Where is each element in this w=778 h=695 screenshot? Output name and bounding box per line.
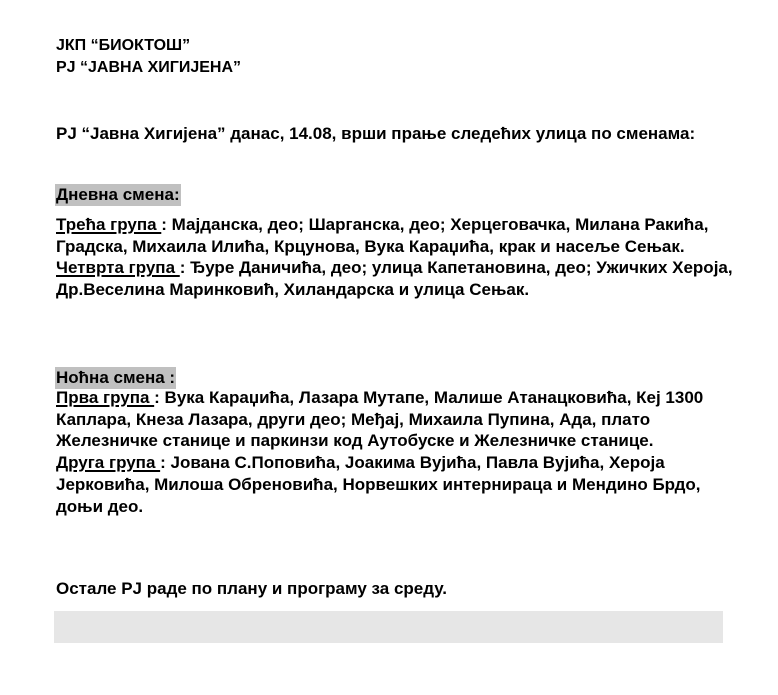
group-entry xyxy=(56,387,736,452)
group-label: Прва група xyxy=(56,388,155,407)
intro-paragraph: РЈ “Јавна Хигијена” данас, 14.08, врши прање следећих улица по сменама: xyxy=(56,124,696,143)
closing-note: Остале РЈ раде по плану и програму за среду. xyxy=(56,579,447,598)
group-streets: : Вука Караџића, Лазара Мутапе, Малише Атанацковића, Кеј 1300 Каплара, Кнеза Лазара, други део; Међај, Михаила Пупина, Ада, плато Железничке станице и паркинзи код Аутобуске и Железничке станице. xyxy=(56,388,704,451)
company-name: ЈКП “БИОКТОШ” xyxy=(56,37,191,54)
footer-bar xyxy=(54,611,723,643)
group-label: Четврта група xyxy=(56,258,180,278)
group-streets: : Мајданска, део; Шарганска, део; Херцеговачка, Милана Ракића, Градска, Михаила Илића, Крцунова, Вука Караџића, крак и насеље Сењак. xyxy=(56,215,709,256)
day-shift-groups xyxy=(56,214,736,301)
group-streets: : Јована С.Поповића, Јоакима Вујића, Павла Вујића, Хероја Јерковића, Милоша Обреновића, Норвешких интернираца и Мендино Брдо, доњи део. xyxy=(56,453,701,516)
group-entry xyxy=(56,214,736,257)
document-header xyxy=(56,35,241,79)
group-label: Друга група xyxy=(56,453,161,473)
unit-name: РЈ “ЈАВНА ХИГИЈЕНА” xyxy=(56,59,241,76)
night-shift-groups xyxy=(56,387,736,517)
night-shift-heading xyxy=(55,367,176,389)
day-shift-heading xyxy=(55,184,181,206)
group-entry xyxy=(56,452,736,517)
group-streets: : Ђуре Даничића, део; улица Капетановина, део; Ужичких Хероја, Др.Веселина Маринковић, Хиландарска и улица Сењак. xyxy=(56,258,733,300)
group-entry xyxy=(56,257,736,300)
group-label: Трећа група xyxy=(56,215,162,234)
day-shift-title: Дневна смена: xyxy=(56,185,180,204)
night-shift-title: Ноћна смена : xyxy=(56,368,176,387)
